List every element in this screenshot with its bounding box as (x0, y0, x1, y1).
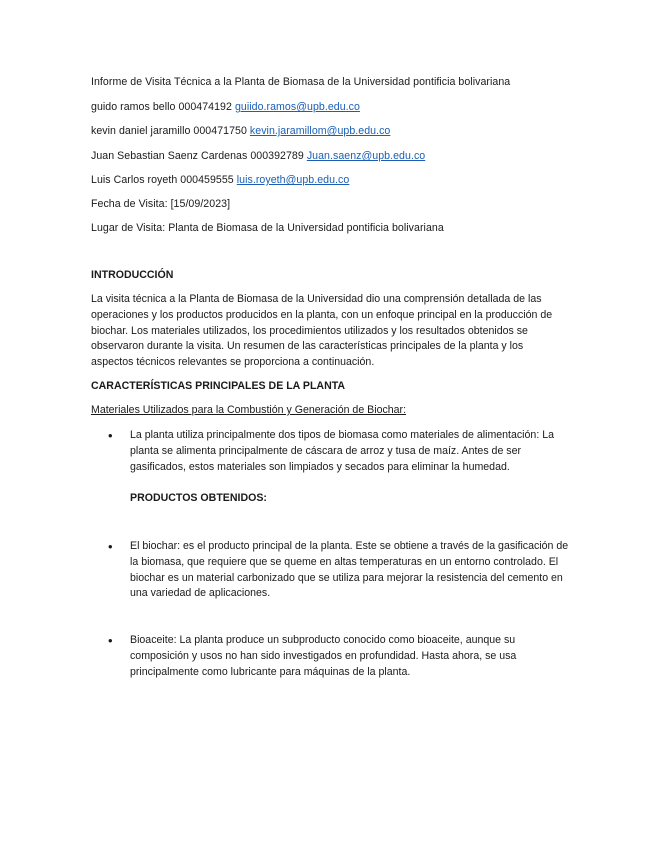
products-heading: PRODUCTOS OBTENIDOS: (130, 492, 267, 504)
author-line (91, 101, 360, 113)
author-email-link[interactable]: kevin.jaramillom@upb.edu.co (249, 125, 391, 137)
list-item: La planta utiliza principalmente dos tipos de biomasa como materiales de alimentación: La planta se alimenta principalmente de cáscara de arroz y tusa de maíz. Antes de ser gasificados, estos materiales son limpiados y secados para eliminar la humedad. (130, 429, 554, 473)
features-heading: CARACTERÍSTICAS PRINCIPALES DE LA PLANTA (91, 380, 346, 392)
author-line (91, 174, 349, 186)
bullet-icon: • (108, 428, 113, 443)
report-title: Informe de Visita Técnica a la Planta de Biomasa de la Universidad pontificia bolivariana (91, 76, 511, 88)
author-name: Luis Carlos royeth 000459555 (91, 174, 234, 186)
list-item: Bioaceite: La planta produce un subproducto conocido como bioaceite, aunque su composición y usos no han sido investigados en profundidad. Hasta ahora, se usa principalmente como lubricante para máquinas de la planta. (130, 634, 517, 678)
bullet-icon: • (108, 539, 113, 554)
author-email-link[interactable]: luis.royeth@upb.edu.co (236, 174, 350, 186)
author-line (91, 125, 390, 137)
author-email-link[interactable]: guiido.ramos@upb.edu.co (234, 101, 360, 113)
visit-date: Fecha de Visita: [15/09/2023] (91, 198, 231, 210)
author-name: Juan Sebastian Saenz Cardenas 000392789 (91, 150, 304, 162)
materials-subheading: Materiales Utilizados para la Combustión y Generación de Biochar: (91, 404, 407, 416)
visit-place: Lugar de Visita: Planta de Biomasa de la Universidad pontificia bolivariana (91, 222, 444, 234)
list-item: El biochar: es el producto principal de la planta. Este se obtiene a través de la gasificación de la biomasa, que requiere que se queme en altas temperaturas en un entorno controlado. El biochar es un material carbonizado que se utiliza para mejorar la resistencia del cemento en una variedad de aplicaciones. (130, 540, 569, 600)
author-line (91, 150, 425, 162)
bullet-icon: • (108, 633, 113, 648)
author-name: kevin daniel jaramillo 000471750 (91, 125, 247, 137)
author-email-link[interactable]: Juan.saenz@upb.edu.co (306, 150, 426, 162)
intro-paragraph: La visita técnica a la Planta de Biomasa de la Universidad dio una comprensión detallada de las operaciones y los productos producidos en la planta, con un enfoque principal en la producción de biochar. Los materiales utilizados, los procedimientos utilizados y los resultados obtenidos se observaron durante la visita. Un resumen de las características principales de la planta y los aspectos técnicos relevantes se proporciona a continuación. (91, 293, 553, 369)
author-name: guido ramos bello 000474192 (91, 101, 232, 113)
intro-heading: INTRODUCCIÓN (91, 269, 174, 281)
